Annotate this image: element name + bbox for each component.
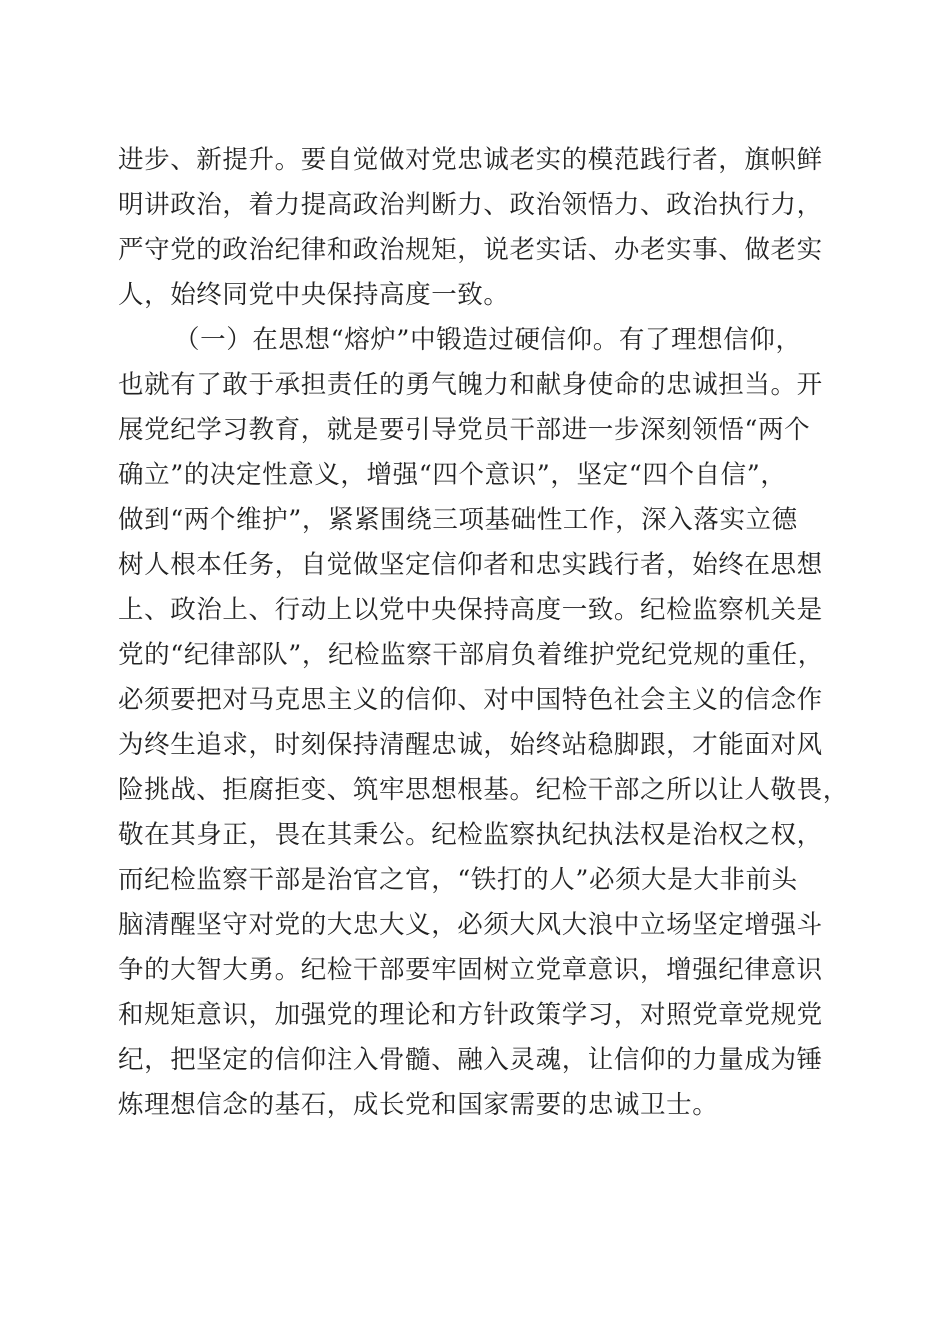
text-line: 确立”的决定性意义，增强“四个意识”，坚定“四个自信”， [118,460,787,490]
text-line: 人，始终同党中央保持高度一致。 [118,280,510,310]
text-line: 炼理想信念的基石，成长党和国家需要的忠诚卫士。 [118,1090,719,1120]
text-line: 党的“纪律部队”，纪检监察干部肩负着维护党纪党规的重任， [118,640,824,670]
text-line: 严守党的政治纪律和政治规矩，说老实话、办老实事、做老实 [118,235,823,265]
text-line: 做到“两个维护”，紧紧围绕三项基础性工作，深入落实立德 [118,505,798,535]
text-line: 而纪检监察干部是治官之官，“铁打的人”必须大是大非前头 [118,865,798,895]
text-line: 上、政治上、行动上以党中央保持高度一致。纪检监察机关是 [118,595,823,625]
text-line: 纪，把坚定的信仰注入骨髓、融入灵魂，让信仰的力量成为锤 [118,1045,823,1075]
text-line: 和规矩意识，加强党的理论和方针政策学习，对照党章党规党 [118,1000,823,1030]
section-heading-line: （一）在思想“熔炉”中锻造过硬信仰。有了理想信仰， [174,325,802,355]
text-line: 进步、新提升。要自觉做对党忠诚老实的模范践行者，旗帜鲜 [118,145,823,175]
text-line: 敬在其身正，畏在其秉公。纪检监察执纪执法权是治权之权， [118,820,823,850]
text-line: 险挑战、拒腐拒变、筑牢思想根基。纪检干部之所以让人敬畏， [118,775,849,805]
body-text [118,138,849,1128]
text-line: 也就有了敢于承担责任的勇气魄力和献身使命的忠诚担当。开 [118,370,823,400]
text-line: 为终生追求，时刻保持清醒忠诚，始终站稳脚跟，才能面对风 [118,730,823,760]
text-line: 脑清醒坚守对党的大忠大义，必须大风大浪中立场坚定增强斗 [118,910,823,940]
text-line: 展党纪学习教育，就是要引导党员干部进一步深刻领悟“两个 [118,415,811,445]
text-line: 争的大智大勇。纪检干部要牢固树立党章意识，增强纪律意识 [118,955,823,985]
text-line: 树人根本任务，自觉做坚定信仰者和忠实践行者，始终在思想 [118,550,823,580]
text-line: 明讲政治，着力提高政治判断力、政治领悟力、政治执行力， [118,190,823,220]
text-line: 必须要把对马克思主义的信仰、对中国特色社会主义的信念作 [118,685,823,715]
